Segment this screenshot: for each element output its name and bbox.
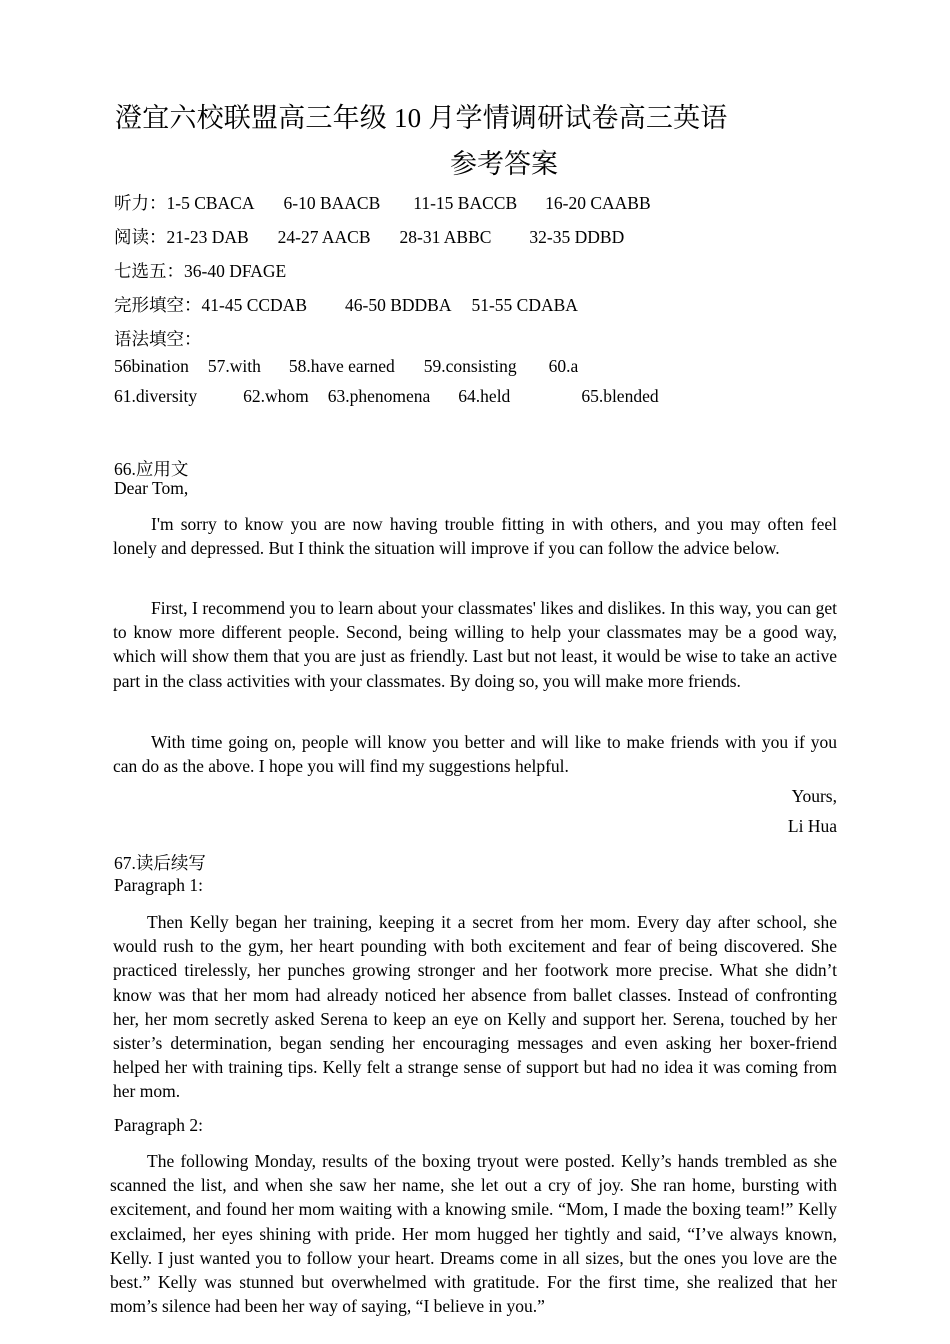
- q66-paragraph-2: [113, 596, 837, 693]
- answer-group: 32-35 DDBD: [529, 227, 625, 247]
- answer-group: 6-10 BAACB: [283, 193, 381, 213]
- paragraph-text: With time going on, people will know you better and will like to make friends with you if you can do as the above. I hope you will find my suggestions helpful.: [113, 732, 837, 777]
- grammar-answer: 62.whom: [243, 386, 309, 406]
- q66-signature: Li Hua: [787, 816, 837, 836]
- answer-group: 21-23 DAB: [166, 227, 249, 247]
- answer-group: 46-50 BDDBA: [345, 295, 452, 315]
- document-subtitle: 参考答案: [450, 149, 558, 179]
- paragraph-text: First, I recommend you to learn about your classmates' likes and dislikes. In this way, you can get to know more different people. Second, being willing to help your classmates may be a good way, which will show them that you are just as friendly. Last but not least, it would be wise to take an active part in the class activities with your classmates. By doing so, you will make more friends.: [113, 598, 837, 691]
- q67-paragraph-1: [113, 910, 837, 1104]
- q67-heading: 67.读后续写: [114, 853, 206, 873]
- document-title: 澄宜六校联盟高三年级 10 月学情调研试卷高三英语: [115, 103, 728, 133]
- q66-paragraph-3: [113, 730, 837, 778]
- q66-paragraph-1: [113, 512, 837, 560]
- q66-heading: 66.应用文: [114, 459, 189, 479]
- seven-choose-five-answers: [114, 258, 286, 283]
- cloze-answers: [114, 292, 578, 317]
- q66-salutation: Dear Tom,: [114, 478, 189, 498]
- answer-group: 24-27 AACB: [277, 227, 371, 247]
- q66-closing: Yours,: [791, 786, 837, 806]
- answer-group: 51-55 CDABA: [471, 295, 578, 315]
- grammar-label: 语法填空：: [114, 329, 202, 349]
- grammar-answers-row-1: [114, 356, 578, 377]
- listening-answers: [114, 190, 651, 215]
- answer-group: 16-20 CAABB: [545, 193, 651, 213]
- grammar-answer: 57.with: [207, 356, 261, 376]
- reading-answers: [114, 224, 624, 249]
- reading-label: 阅读：: [114, 227, 167, 247]
- grammar-answer: 63.phenomena: [327, 386, 431, 406]
- grammar-answer: 56bination: [114, 356, 189, 376]
- grammar-answer: 61.diversity: [114, 386, 198, 406]
- answer-group: 36-40 DFAGE: [184, 261, 287, 281]
- q67-paragraph-2: [110, 1149, 837, 1318]
- cloze-label: 完形填空：: [114, 295, 202, 315]
- grammar-answer: 65.blended: [581, 386, 659, 406]
- answer-group: 41-45 CCDAB: [201, 295, 307, 315]
- answer-group: 1-5 CBACA: [166, 193, 255, 213]
- answer-group: 28-31 ABBC: [399, 227, 492, 247]
- paragraph-text: I'm sorry to know you are now having trouble fitting in with others, and you may often feel lonely and depressed. But I think the situation will improve if you can follow the advice below.: [113, 514, 837, 559]
- grammar-answers-row-2: [114, 386, 659, 407]
- grammar-answer: 58.have earned: [288, 356, 395, 376]
- q67-paragraph-2-label: Paragraph 2:: [114, 1115, 203, 1135]
- grammar-answer: 64.held: [458, 386, 511, 406]
- grammar-answer: 60.a: [548, 356, 579, 376]
- listening-label: 听力：: [114, 193, 167, 213]
- paragraph-text: Then Kelly began her training, keeping it a secret from her mom. Every day after school, she would rush to the gym, her heart pounding with both excitement and fear of being discovered. She practiced tirelessly, her punches growing stronger and her footwork more precise. What she didn’t know was that her mom had already noticed her absence from ballet classes. Instead of confronting her, her mom secretly asked Serena to keep an eye on Kelly and support her. Serena, touched by her sister’s determination, began sending her encouraging messages and even asking her boxer-friend helped her with training tips. Kelly felt a strange sense of support but had no idea it was coming from her mom.: [113, 912, 837, 1102]
- grammar-answer: 59.consisting: [423, 356, 517, 376]
- answer-group: 11-15 BACCB: [413, 193, 518, 213]
- q67-paragraph-1-label: Paragraph 1:: [114, 875, 203, 895]
- seven-choose-five-label: 七选五：: [114, 261, 184, 281]
- paragraph-text: The following Monday, results of the boxing tryout were posted. Kelly’s hands trembled as she scanned the list, and when she saw her name, she let out a cry of joy. She ran home, bursting with excitement, and found her mom waiting with a knowing smile. “Mom, I made the boxing team!” Kelly exclaimed, her eyes shining with pride. Her mom hugged her tightly and said, “I’ve always known, Kelly. I just wanted you to follow your heart. Dreams come in all sizes, but the ones you love are the best.” Kelly was stunned but overwhelmed with gratitude. For the first time, she realized that her mom’s silence had been her way of saying, “I believe in you.”: [110, 1151, 837, 1317]
